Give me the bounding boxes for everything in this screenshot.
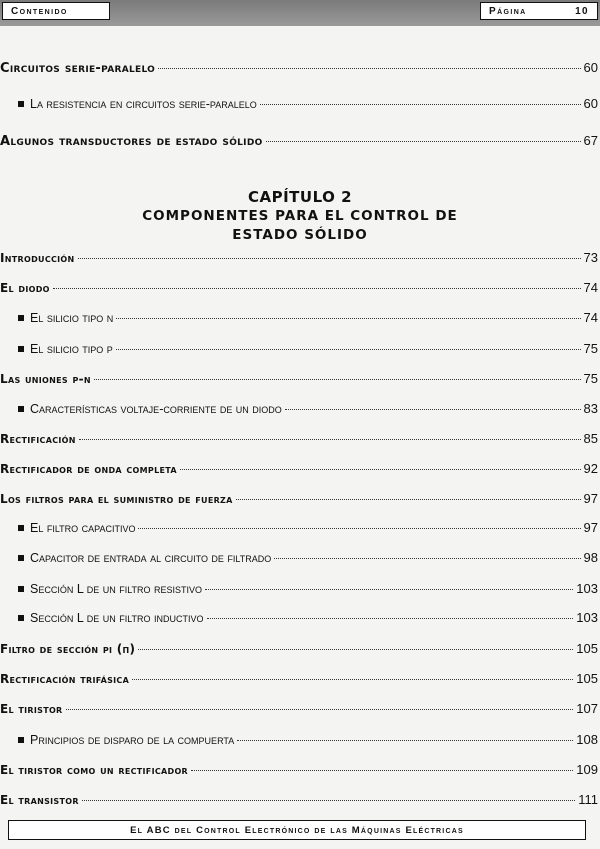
toc-entry-page: 83 [583,401,598,416]
square-bullet-icon [18,555,24,561]
toc-entry-label: El tiristor como un rectificador [0,763,189,777]
square-bullet-icon [18,101,24,107]
toc-entry-label: Los filtros para el suministro de fuerza [0,492,233,506]
page-label: Página [489,5,527,17]
dot-leader [158,68,580,69]
dot-leader [66,709,574,710]
toc-entry-page: 97 [583,520,598,535]
toc-entry-label: Principios de disparo de la compuerta [30,733,235,747]
toc-entry-label: El silicio tipo p [30,342,113,356]
dot-leader [132,679,573,680]
toc-subentry [18,520,598,540]
square-bullet-icon [18,315,24,321]
square-bullet-icon [18,525,24,531]
dot-leader [274,558,580,559]
square-bullet-icon [18,406,24,412]
toc-entry [0,133,598,153]
toc-entry [0,671,598,691]
toc-entry-page: 109 [576,762,598,777]
toc-entry-label: Algunos transductores de estado sólido [0,134,263,149]
page-footer [8,820,586,840]
dot-leader [260,104,581,105]
toc-entry-label: Características voltaje-corriente de un diodo [30,402,282,416]
toc-entry-label: Introducción [0,251,75,265]
toc-entry-label: El silicio tipo n [30,311,114,325]
toc-subentry [18,550,598,570]
toc-subentry [18,401,598,421]
toc-entry-label: Rectificador de onda completa [0,462,177,476]
section-label-text: Contenido [11,5,68,17]
toc-entry-page: 74 [583,310,598,325]
toc-entry-label: Las uniones p-n [0,372,91,386]
toc-entry-page: 60 [583,96,598,111]
toc-entry [0,431,598,451]
toc-entry-label: Circuitos serie-paralelo [0,61,156,76]
square-bullet-icon [18,586,24,592]
dot-leader [53,288,581,289]
chapter-title: CAPÍTULO 2 [247,188,353,206]
dot-leader [116,318,580,319]
toc-entry [0,491,598,511]
toc-subentry [18,310,598,330]
dot-leader [180,469,581,470]
toc-entry [0,762,598,782]
toc-entry-label: Rectificación trifásica [0,672,130,686]
square-bullet-icon [18,737,24,743]
dot-leader [191,770,573,771]
dot-leader [285,409,581,410]
toc-entry [0,792,598,812]
dot-leader [138,528,580,529]
dot-leader [78,258,581,259]
toc-entry-page: 75 [583,371,598,386]
toc-entry-page: 73 [583,250,598,265]
toc-entry [0,250,598,270]
chapter-subtitle-line2: ESTADO SÓLIDO [232,227,368,243]
toc-entry-page: 105 [576,671,598,686]
toc-entry-label: Filtro de sección pi (π) [0,642,136,656]
toc-entry-page: 97 [583,491,598,506]
dot-leader [266,141,581,142]
dot-leader [116,349,581,350]
toc-entry-page: 74 [583,280,598,295]
page-indicator [480,2,598,20]
toc-entry-page: 85 [583,431,598,446]
toc-entry-label: Rectificación [0,432,76,446]
toc-entry-label: Capacitor de entrada al circuito de filtrado [30,551,272,565]
dot-leader [79,439,581,440]
page-number: 10 [575,5,589,17]
dot-leader [94,379,581,380]
chapter-subtitle-line1: COMPONENTES PARA EL CONTROL DE [142,208,458,224]
dot-leader [205,589,573,590]
toc-entry-label: Sección L de un filtro inductivo [30,611,204,625]
toc-entry-page: 60 [583,60,598,75]
square-bullet-icon [18,615,24,621]
dot-leader [207,618,574,619]
toc-entry-page: 75 [583,341,598,356]
chapter-heading [0,188,600,245]
toc-subentry [18,610,598,630]
toc-entry-label: La resistencia en circuitos serie-paralelo [30,97,257,111]
toc-entry-page: 103 [576,581,598,596]
page-header [0,0,600,26]
toc-entry-page: 111 [578,792,598,807]
toc-entry-page: 67 [583,133,598,148]
toc-entry-label: El transistor [0,793,79,807]
toc-entry-page: 103 [576,610,598,625]
toc-entry [0,60,598,80]
toc-subentry [18,732,598,752]
toc-entry [0,461,598,481]
toc-entry-label: El filtro capacitivo [30,521,136,535]
toc-entry-label: Sección L de un filtro resistivo [30,582,203,596]
toc-entry-page: 98 [583,550,598,565]
toc-entry-page: 105 [576,641,598,656]
toc-entry-page: 108 [576,732,598,747]
square-bullet-icon [18,346,24,352]
toc-entry [0,280,598,300]
toc-entry [0,371,598,391]
toc-entry-label: El tiristor [0,702,63,716]
toc-subentry [18,341,598,361]
toc-entry-label: El diodo [0,281,50,295]
toc-subentry [18,96,598,116]
toc-entry-page: 92 [583,461,598,476]
toc-subentry [18,581,598,601]
dot-leader [82,800,575,801]
dot-leader [138,649,573,650]
toc-entry [0,701,598,721]
dot-leader [236,499,581,500]
toc-entry [0,641,598,661]
footer-text: El ABC del Control Electrónico de las Máquinas Eléctricas [130,824,464,836]
section-label [2,2,110,20]
dot-leader [237,740,573,741]
toc-entry-page: 107 [576,701,598,716]
